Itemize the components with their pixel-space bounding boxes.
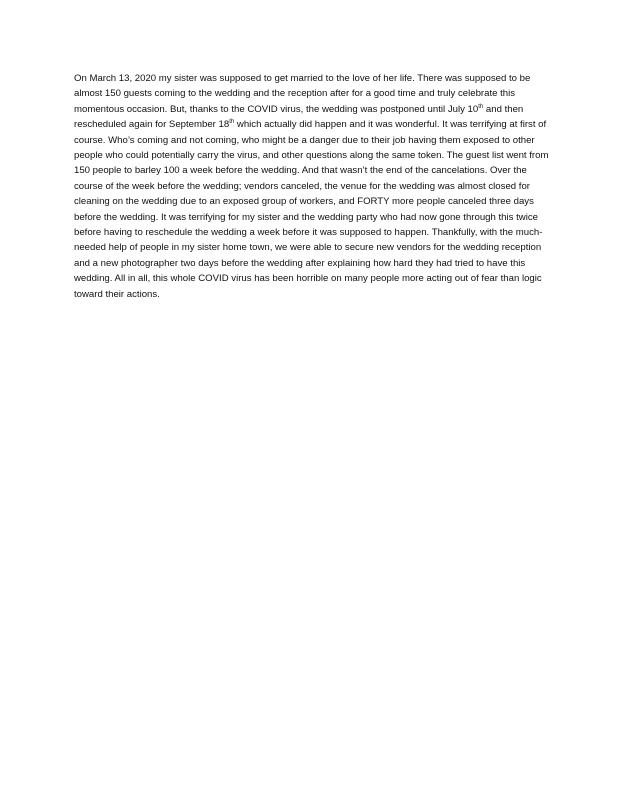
paragraph-text-part-1: On March 13, 2020 my sister was supposed to get married to the love of her life. There was supposed to be almost 150 guests coming to the wedding and the reception after for a good time and truly celebrate this momentous occasion. But, thanks to the COVID virus, the wedding was postponed until July 10 [74, 73, 531, 115]
ordinal-suffix-september: th [229, 119, 235, 126]
ordinal-suffix-july: th [478, 103, 484, 110]
paragraph-text-part-3: which actually did happen and it was wonderful. It was terrifying at first of course. Who’s coming and not coming, who might be a danger due to their job having them exposed to other people who could potentially carry the virus, and other questions along the same token. The guest list went from 150 people to barley 100 a week before the wedding. And that wasn’t the end of the cancelations. Over the course of the week before the wedding; vendors canceled, the venue for the wedding was almost closed for cleaning on the wedding due to an exposed group of workers, and FORTY more people canceled three days before the wedding. It was terrifying for my sister and the wedding party who had now gone through this twice before having to reschedule the wedding a week before it was supposed to happen. Thankfully, with the much-needed help of people in my sister home town, we were able to secure new vendors for the wedding reception and a new photographer two days before the wedding after explaining how hard they had tried to have this wedding. All in all, this whole COVID virus has been horrible on many people more acting out of fear than logic toward their actions. [74, 119, 549, 300]
paragraph-text-part-2: and then rescheduled again for September 18 [74, 103, 524, 131]
body-paragraph [74, 71, 552, 302]
